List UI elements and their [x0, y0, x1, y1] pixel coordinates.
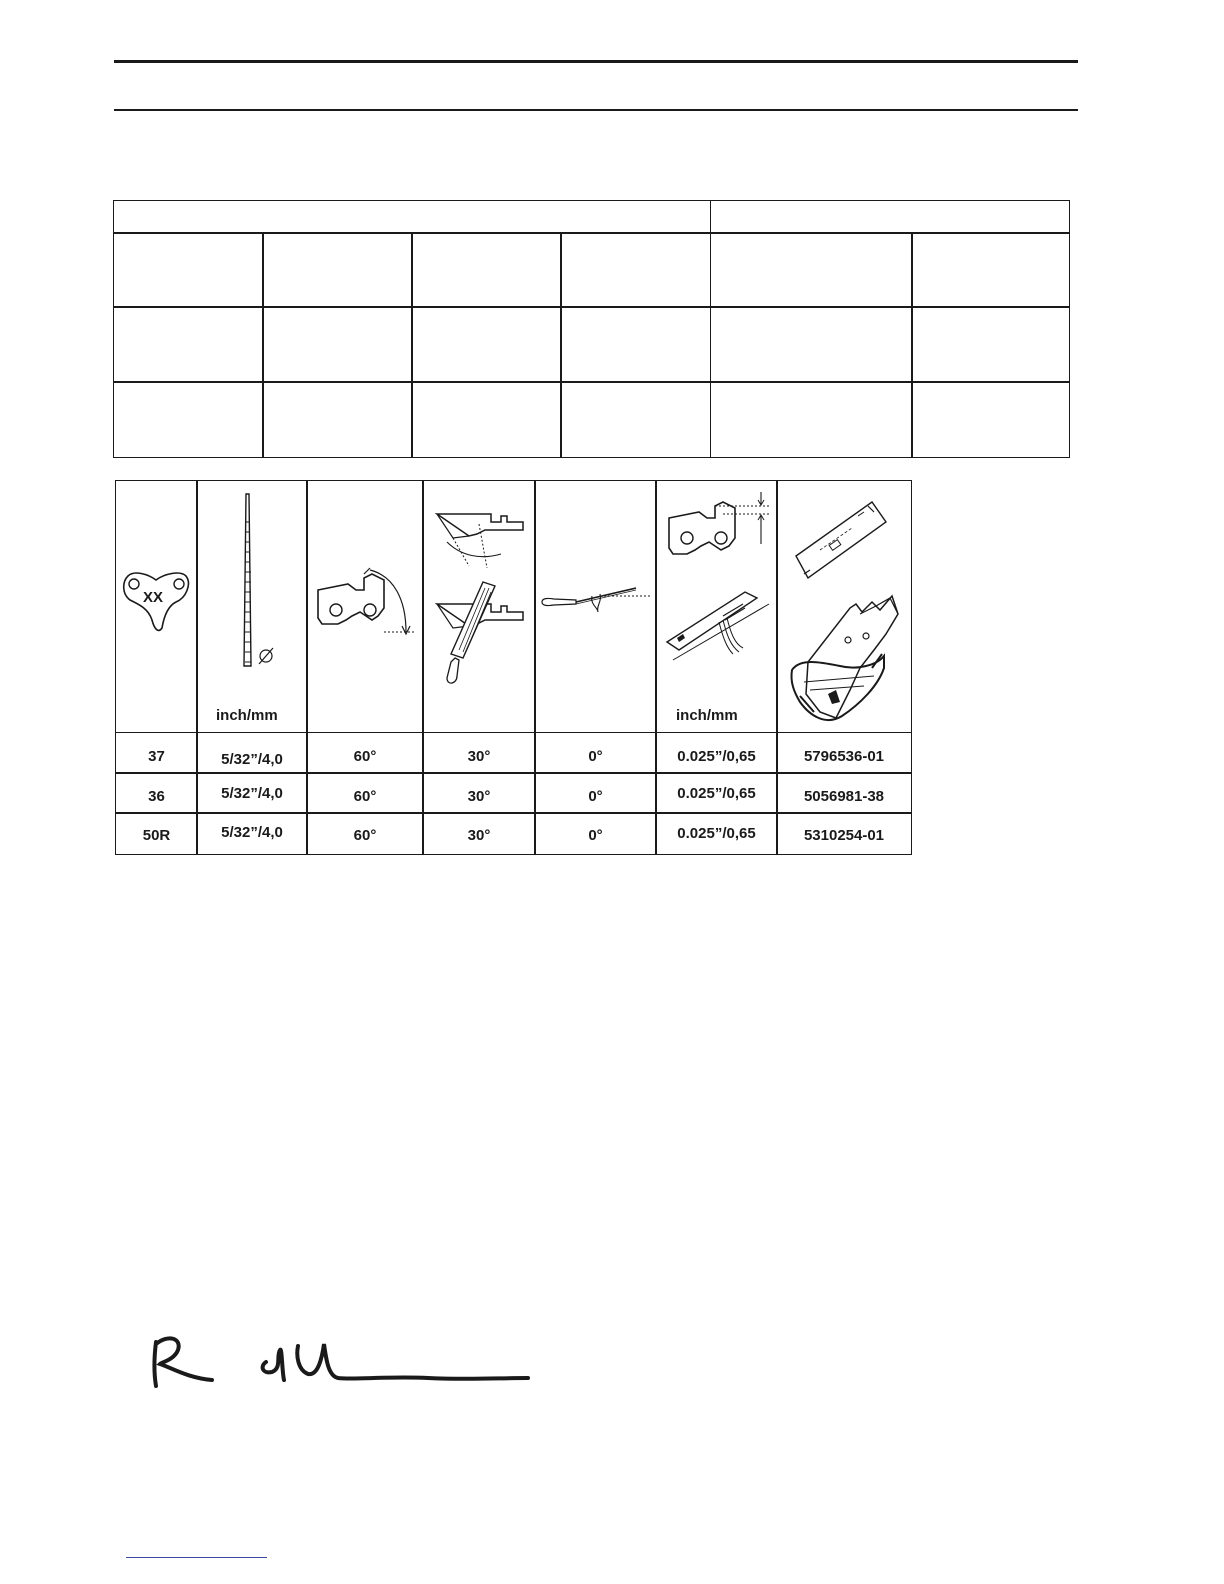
- row-chain: 36: [148, 788, 165, 805]
- grid-cell: [710, 232, 913, 308]
- row-depth-gauge: 0.025”/0,65: [677, 748, 756, 765]
- grid-cell: [113, 381, 264, 458]
- grid-cell: [262, 381, 413, 458]
- header-rule-top: [114, 60, 1078, 63]
- row-top-plate-angle: 60°: [353, 748, 377, 765]
- row-file-angle: 0°: [588, 748, 603, 765]
- grid-cell: [411, 306, 562, 383]
- grid-cell: [911, 232, 1070, 308]
- footer-link-underline: [126, 1557, 267, 1558]
- row-part-number: 5310254-01: [803, 827, 885, 844]
- grid-cell: [911, 306, 1070, 383]
- row-chain: 37: [148, 748, 165, 765]
- row-depth-gauge: 0.025”/0,65: [677, 785, 756, 802]
- header-rule-second: [114, 109, 1078, 111]
- depth-gauge-tool-icon: [780, 490, 908, 730]
- signature-image: [148, 1328, 538, 1398]
- row-chain: 50R: [142, 827, 171, 844]
- grid-header-right: [710, 200, 1070, 234]
- file-handle-icon: [540, 580, 652, 616]
- grid-cell: [710, 381, 913, 458]
- file-unit-label: inch/mm: [216, 707, 278, 724]
- grid-cell: [710, 306, 913, 383]
- grid-cell: [262, 306, 413, 383]
- depth-gauge-icon: [663, 492, 775, 664]
- row-side-angle: 30°: [467, 827, 491, 844]
- row-file: 5/32”/4,0: [221, 824, 283, 841]
- row-part-number: 5796536-01: [803, 748, 885, 765]
- file-holder-icon: [433, 508, 529, 694]
- grid-cell: [560, 232, 711, 308]
- row-file: 5/32”/4,0: [221, 751, 283, 768]
- spec-grid-table: [113, 200, 1070, 458]
- grid-cell: [113, 306, 264, 383]
- row-side-angle: 30°: [467, 748, 491, 765]
- round-file-icon: [241, 492, 285, 668]
- sharpening-table: [115, 480, 912, 855]
- row-top-plate-angle: 60°: [353, 827, 377, 844]
- row-depth-gauge: 0.025”/0,65: [677, 825, 756, 842]
- grid-cell: [911, 381, 1070, 458]
- grid-header-left: [113, 200, 711, 234]
- row-side-angle: 30°: [467, 788, 491, 805]
- grid-cell: [560, 306, 711, 383]
- row-part-number: 5056981-38: [803, 788, 885, 805]
- grid-cell: [113, 232, 264, 308]
- grid-cell: [411, 381, 562, 458]
- grid-cell: [262, 232, 413, 308]
- row-top-plate-angle: 60°: [353, 788, 377, 805]
- depth-unit-label: inch/mm: [676, 707, 738, 724]
- row-file-angle: 0°: [588, 827, 603, 844]
- top-plate-angle-icon: [314, 568, 418, 638]
- grid-cell: [411, 232, 562, 308]
- row-file-angle: 0°: [588, 788, 603, 805]
- row-file: 5/32”/4,0: [221, 785, 283, 802]
- chain-marking-badge: XX: [143, 589, 164, 606]
- grid-cell: [560, 381, 711, 458]
